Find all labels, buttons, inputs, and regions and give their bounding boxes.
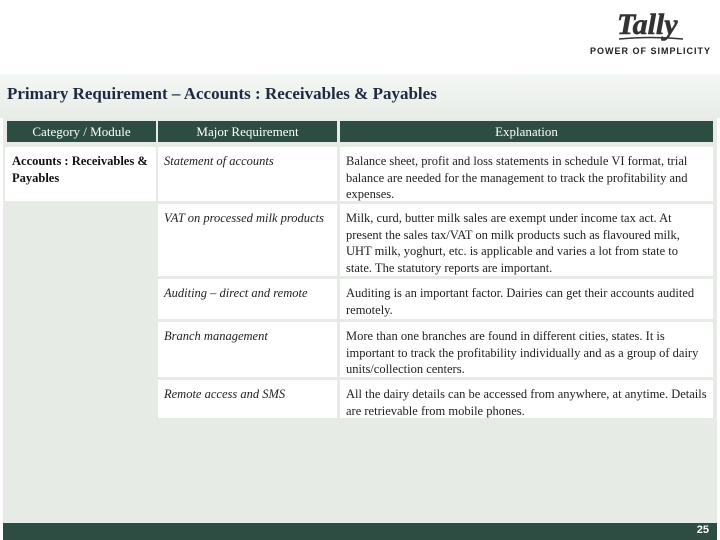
- logo-tagline: POWER OF SIMPLICITY: [590, 46, 712, 56]
- explanation-cell-auditing: Auditing is an important factor. Dairies can get their accounts audited remotely.: [340, 279, 713, 319]
- category-cell: Accounts : Receivables & Payables: [5, 147, 156, 201]
- explanation-cell-vat: Milk, curd, butter milk sales are exempt under income tax act. At present the sales tax/VAT on milk products such as flavoured milk, UHT milk, yoghurt, etc. is applicable and varies a lot from state to state. The statutory reports are important.: [340, 204, 713, 276]
- page-title: Primary Requirement – Accounts : Receivables & Payables: [7, 84, 437, 103]
- explanation-cell-branch: More than one branches are found in different cities, states. It is important to track the profitability individually and as a group of dairy units/collection centers.: [340, 322, 713, 377]
- requirement-cell-auditing: Auditing – direct and remote: [158, 279, 337, 319]
- header-category: Category / Module: [7, 121, 156, 142]
- tally-logo-mark: [611, 6, 689, 44]
- requirement-cell-vat: VAT on processed milk products: [158, 204, 337, 276]
- requirement-cell-remote: Remote access and SMS: [158, 380, 337, 418]
- requirement-cell-branch: Branch management: [158, 322, 337, 377]
- header-requirement: Major Requirement: [158, 121, 337, 142]
- page-number: 25: [696, 524, 709, 536]
- logo-wordmark: Tally: [617, 8, 678, 41]
- requirement-cell-statement: Statement of accounts: [158, 147, 337, 201]
- header-explanation: Explanation: [340, 121, 713, 142]
- explanation-cell-statement: Balance sheet, profit and loss statements in schedule VI format, trial balance are needed for the management to track the profitability and expenses.: [340, 147, 713, 201]
- tally-logo: [590, 6, 710, 64]
- footer-bar: [3, 523, 717, 540]
- explanation-cell-remote: All the dairy details can be accessed from anywhere, at anytime. Details are retrievable from mobile phones.: [340, 380, 713, 418]
